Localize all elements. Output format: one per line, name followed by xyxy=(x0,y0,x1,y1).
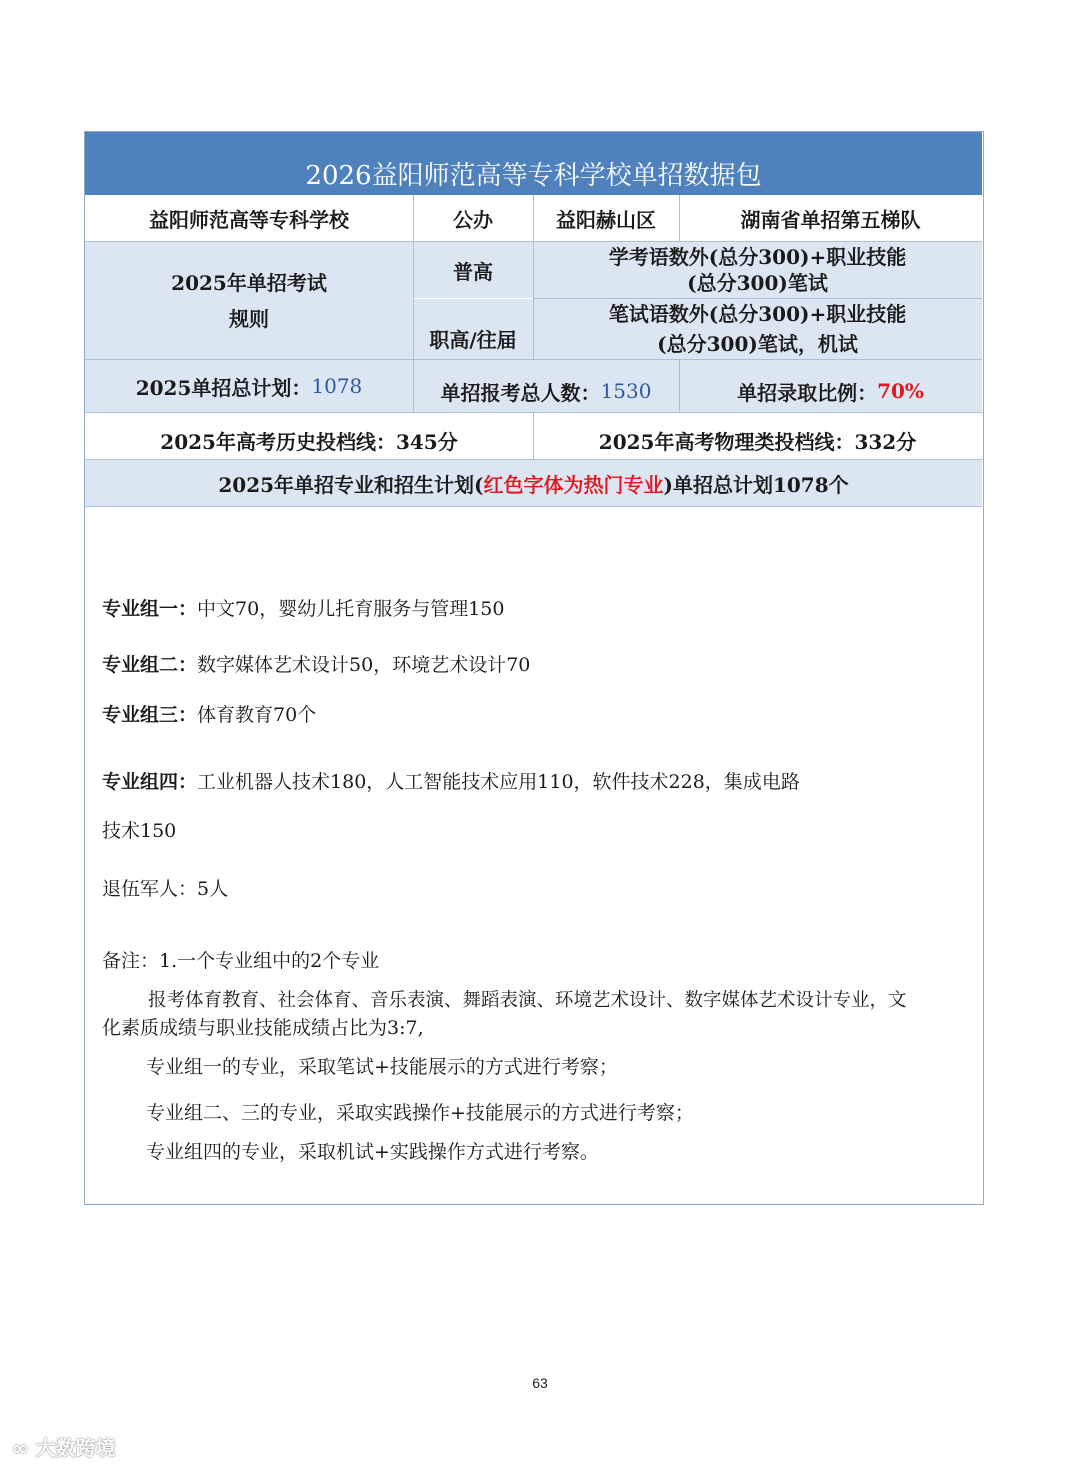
vocational-rule-line2: (总分300)笔试，机试 xyxy=(657,332,858,356)
grid-line xyxy=(85,506,982,507)
exam-rules-label-line2: 规则 xyxy=(229,306,269,331)
grid-line xyxy=(85,359,982,360)
watermark-text: 大数跨境 xyxy=(35,1436,116,1460)
school-type: 公办 xyxy=(453,207,493,232)
note-line-3: 化素质成绩与职业技能成绩占比为3:7, xyxy=(102,1017,424,1039)
note-line-4: 专业组一的专业，采取笔试+技能展示的方式进行考察； xyxy=(146,1056,618,1078)
veterans: 退伍军人：5人 xyxy=(102,878,229,900)
note-line-2: 报考体育教育、社会体育、音乐表演、舞蹈表演、环境艺术设计、数字媒体艺术设计专业，文 xyxy=(148,990,907,1011)
vocational-label: 职高/往届 xyxy=(413,299,533,359)
group-1-label: 专业组一： xyxy=(102,598,198,620)
school-name: 益阳师范高等专科学校 xyxy=(149,207,349,232)
grid-line xyxy=(533,195,534,359)
note-line-6: 专业组四的专业，采取机试+实践操作方式进行考察。 xyxy=(146,1141,599,1163)
plan-total-value: 1078 xyxy=(311,374,363,398)
plan-total xyxy=(85,360,413,412)
plan-header-suffix: )单招总计划1078个 xyxy=(663,472,849,497)
plan-header xyxy=(85,460,982,506)
general-rule-line2: (总分300)笔试 xyxy=(687,271,828,295)
admission-ratio xyxy=(679,360,982,412)
grid-line xyxy=(85,459,982,460)
physics-line: 2025年高考物理类投档线：332分 xyxy=(598,429,917,454)
group-3-label: 专业组三： xyxy=(102,704,198,726)
grid-line xyxy=(533,413,534,459)
group-2-text: 数字媒体艺术设计50，环境艺术设计70 xyxy=(197,654,531,676)
plan-header-red: 红色字体为热门专业 xyxy=(483,472,664,497)
watermark-logo xyxy=(12,1432,116,1461)
group-4-continued: 技术150 xyxy=(102,820,177,842)
grid-line xyxy=(413,195,414,412)
group-1-text: 中文70，婴幼儿托育服务与管理150 xyxy=(197,598,505,620)
vocational-rule xyxy=(533,299,982,359)
applicants-label: 单招报考总人数： xyxy=(440,380,601,405)
group-4-text: 工业机器人技术180，人工智能技术应用110，软件技术228，集成电路 xyxy=(197,771,800,793)
grid-line xyxy=(679,360,680,412)
school-tier: 湖南省单招第五梯队 xyxy=(740,207,921,232)
history-line: 2025年高考历史投档线：345分 xyxy=(160,429,458,454)
watermark-icon: ∞ xyxy=(12,1436,29,1460)
group-4-label: 专业组四： xyxy=(102,771,198,793)
group-2-label: 专业组二： xyxy=(102,654,198,676)
exam-rules-label-line1: 2025年单招考试 xyxy=(171,270,327,295)
general-rule xyxy=(533,242,982,298)
general-rule-line1: 学考语数外(总分300)+职业技能 xyxy=(608,245,907,269)
applicants-value: 1530 xyxy=(600,379,652,403)
note-line-5: 专业组二、三的专业，采取实践操作+技能展示的方式进行考察； xyxy=(146,1102,694,1124)
page-title: 2026益阳师范高等专科学校单招数据包 xyxy=(85,132,982,195)
note-line-1: 备注：1.一个专业组中的2个专业 xyxy=(102,950,380,972)
plan-total-label: 2025单招总计划： xyxy=(135,375,312,400)
exam-rules-label xyxy=(85,242,413,359)
grid-line xyxy=(533,298,982,299)
page-number: 63 xyxy=(532,1375,548,1391)
plan-header-prefix: 2025年单招专业和招生计划( xyxy=(218,472,484,497)
group-4 xyxy=(102,767,800,794)
group-2 xyxy=(102,650,530,677)
vocational-rule-line1: 笔试语数外(总分300)+职业技能 xyxy=(608,302,907,326)
ratio-value: 70% xyxy=(877,379,924,403)
general-label: 普高 xyxy=(413,242,533,298)
group-1 xyxy=(102,594,504,621)
school-location: 益阳赫山区 xyxy=(556,207,656,232)
group-3 xyxy=(102,700,316,727)
grid-line xyxy=(679,195,680,241)
applicants-total xyxy=(413,360,679,412)
group-3-text: 体育教育70个 xyxy=(197,704,317,726)
ratio-label: 单招录取比例： xyxy=(737,380,878,405)
